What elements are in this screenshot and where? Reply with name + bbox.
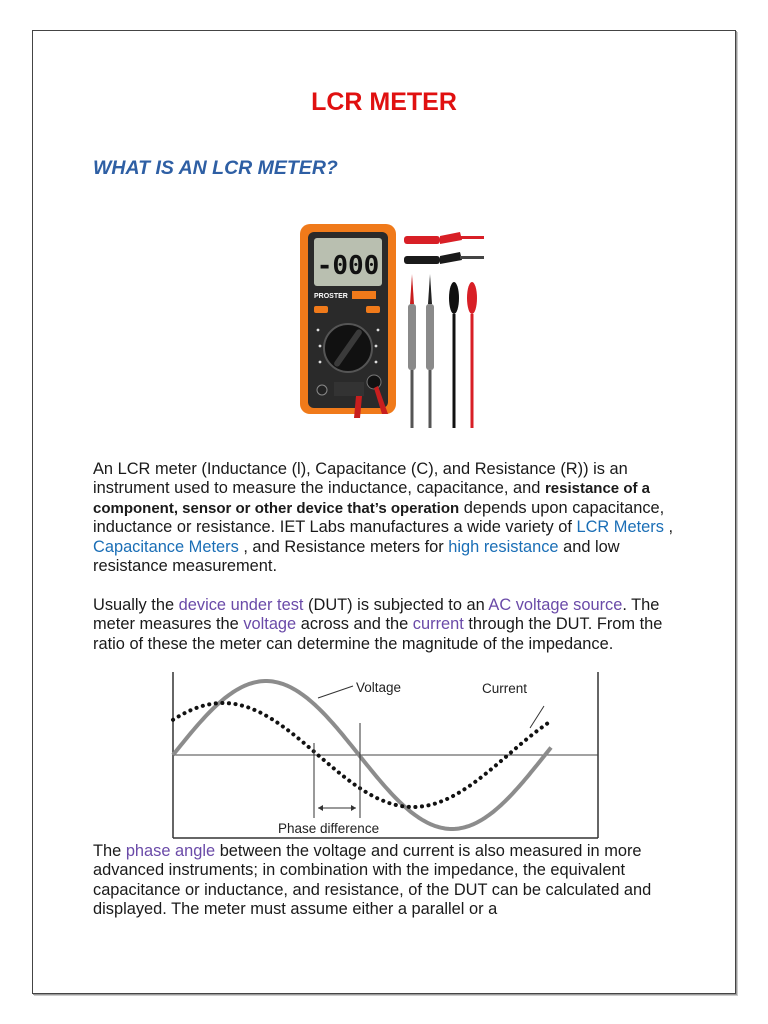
voltage-label: Voltage bbox=[356, 680, 402, 695]
meter-button bbox=[366, 306, 380, 313]
lcr-meter-photo bbox=[296, 218, 508, 430]
link-ac-voltage-source[interactable]: AC voltage source bbox=[488, 596, 623, 614]
link-current[interactable]: current bbox=[412, 615, 464, 634]
phase-diagram bbox=[168, 668, 604, 842]
socket-block bbox=[334, 382, 364, 396]
red-alligator bbox=[467, 282, 477, 314]
current-leader bbox=[530, 706, 544, 728]
model-badge bbox=[352, 291, 376, 299]
probe-black bbox=[426, 304, 434, 370]
section-heading: WHAT IS AN LCR METER? bbox=[93, 157, 338, 179]
phase-difference-label: Phase difference bbox=[278, 821, 380, 836]
link-phase-angle[interactable]: phase angle bbox=[125, 842, 216, 860]
link-voltage[interactable]: voltage bbox=[243, 615, 297, 634]
black-clip bbox=[404, 256, 440, 264]
link-lcr-meters[interactable]: LCR Meters bbox=[576, 518, 664, 537]
red-clip bbox=[404, 236, 440, 244]
paragraph-intro: An LCR meter (Inductance (l), Capacitance (C), and Resistance (R)) is an instrument used to measure the inductance, capacitance, and resistance of a component, sensor or other device that’s operation depends upon capacitance, inductance or resistance. IET Labs manufactures a wide variety of LCR Meters , Capacitance Meters , and Resistance meters for high resistance and low resistance measurement. bbox=[93, 460, 674, 576]
current-label: Current bbox=[482, 681, 528, 696]
lcd-digits: -000 bbox=[316, 251, 380, 281]
voltage-leader bbox=[318, 686, 353, 698]
paragraph-dut: Usually the device under test (DUT) is subjected to an AC voltage source. The meter measures the voltage across and the current through the DUT. From the ratio of these the meter can determine the magnitude of the impedance. bbox=[93, 596, 663, 653]
link-device-under-test[interactable]: device under test bbox=[178, 596, 304, 614]
socket bbox=[367, 375, 381, 389]
brand-label: PROSTER bbox=[314, 293, 348, 300]
bold-phrase: resistance of a component, sensor or other device that’s operation bbox=[93, 480, 650, 517]
black-alligator bbox=[449, 282, 459, 314]
meter-button bbox=[314, 306, 328, 313]
socket bbox=[317, 385, 327, 395]
link-capacitance-meters[interactable]: Capacitance Meters bbox=[93, 537, 239, 556]
probe-red bbox=[408, 304, 416, 370]
paragraph-phase: The phase angle between the voltage and current is also measured in more advanced instruments; in combination with the impedance, the equivalent capacitance or inductance, and resistance, of the DUT can be calculated and displayed. The meter must assume either a parallel or a bbox=[93, 842, 652, 919]
link-high-resistance[interactable]: high resistance bbox=[448, 537, 559, 556]
page-title: LCR METER bbox=[311, 88, 457, 116]
